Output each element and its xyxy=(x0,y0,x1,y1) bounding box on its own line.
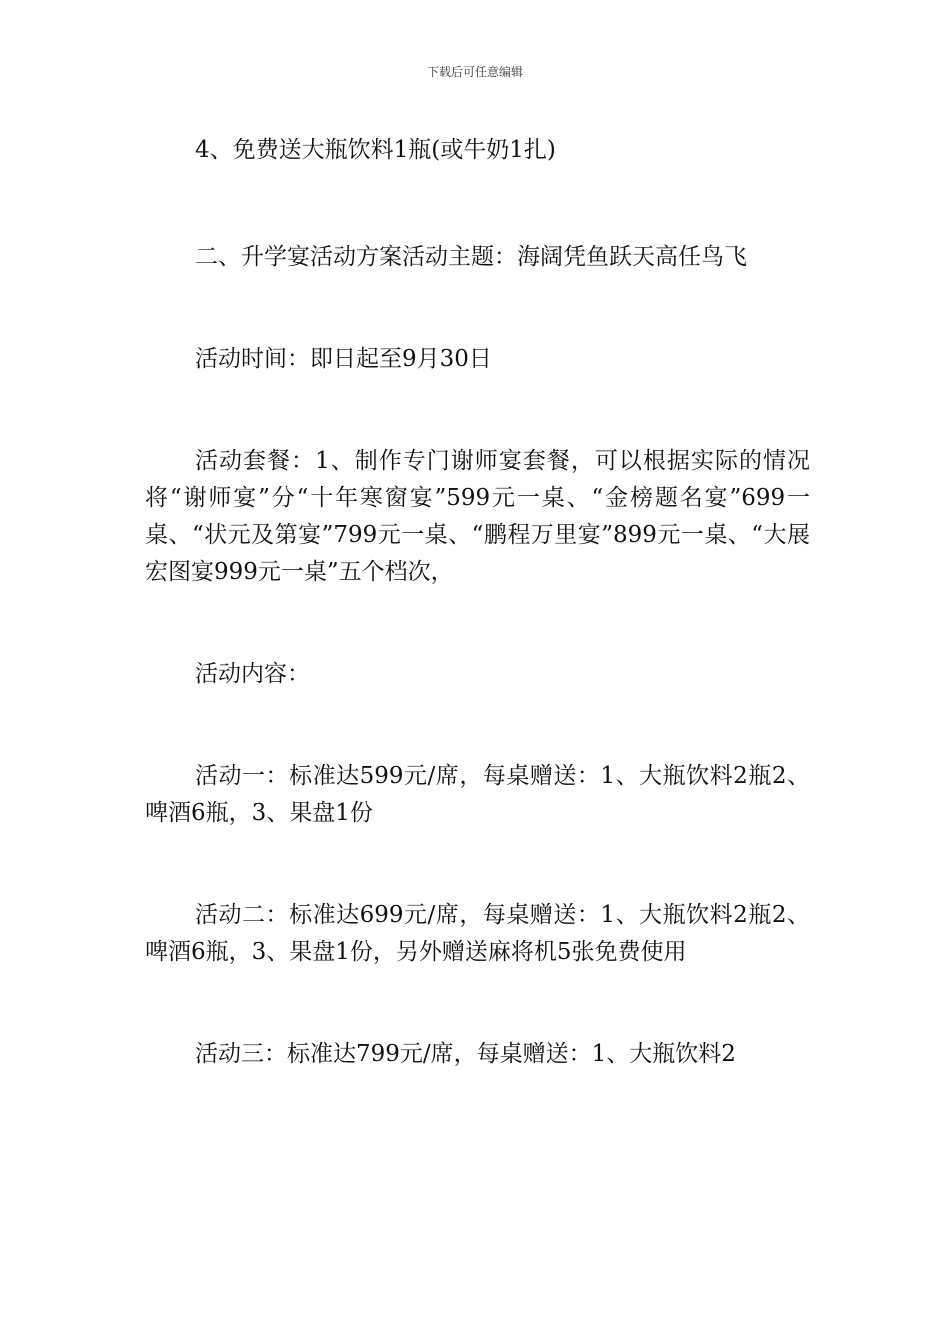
paragraph-spacer xyxy=(145,832,810,897)
paragraph-activity-two: 活动二：标准达699元/席，每桌赠送：1、大瓶饮料2瓶2、啤酒6瓶，3、果盘1份，另外赠送麻将机5张免费使用 xyxy=(145,902,810,965)
paragraph-activity-package: 活动套餐：1、制作专门谢师宴套餐，可以根据实际的情况将“谢师宴”分“十年寒窗宴”599元一桌、“金榜题名宴”699一桌、“状元及第宴”799元一桌、“鹏程万里宴”899元一桌、“大展宏图宴999元一桌”五个档次， xyxy=(145,448,810,585)
paragraph-spacer xyxy=(145,276,810,341)
paragraph-free-drink: 4、免费送大瓶饮料1瓶(或牛奶1扎) xyxy=(195,137,556,163)
page-header: 下载后可任意编辑 xyxy=(426,65,523,79)
document-body xyxy=(145,132,810,1073)
paragraph-spacer xyxy=(145,971,810,1036)
paragraph-spacer xyxy=(145,169,810,239)
paragraph-spacer xyxy=(145,378,810,443)
paragraph-activity-one: 活动一：标准达599元/席，每桌赠送：1、大瓶饮料2瓶2、啤酒6瓶，3、果盘1份 xyxy=(145,763,810,826)
paragraph-activity-three: 活动三：标准达799元/席，每桌赠送：1、大瓶饮料2 xyxy=(195,1041,736,1067)
paragraph-spacer xyxy=(145,591,810,656)
paragraph-activity-content: 活动内容： xyxy=(195,661,310,687)
paragraph-theme: 二、升学宴活动方案活动主题：海阔凭鱼跃天高任鸟飞 xyxy=(195,244,747,270)
paragraph-spacer xyxy=(145,693,810,758)
paragraph-activity-time: 活动时间：即日起至9月30日 xyxy=(195,346,492,372)
